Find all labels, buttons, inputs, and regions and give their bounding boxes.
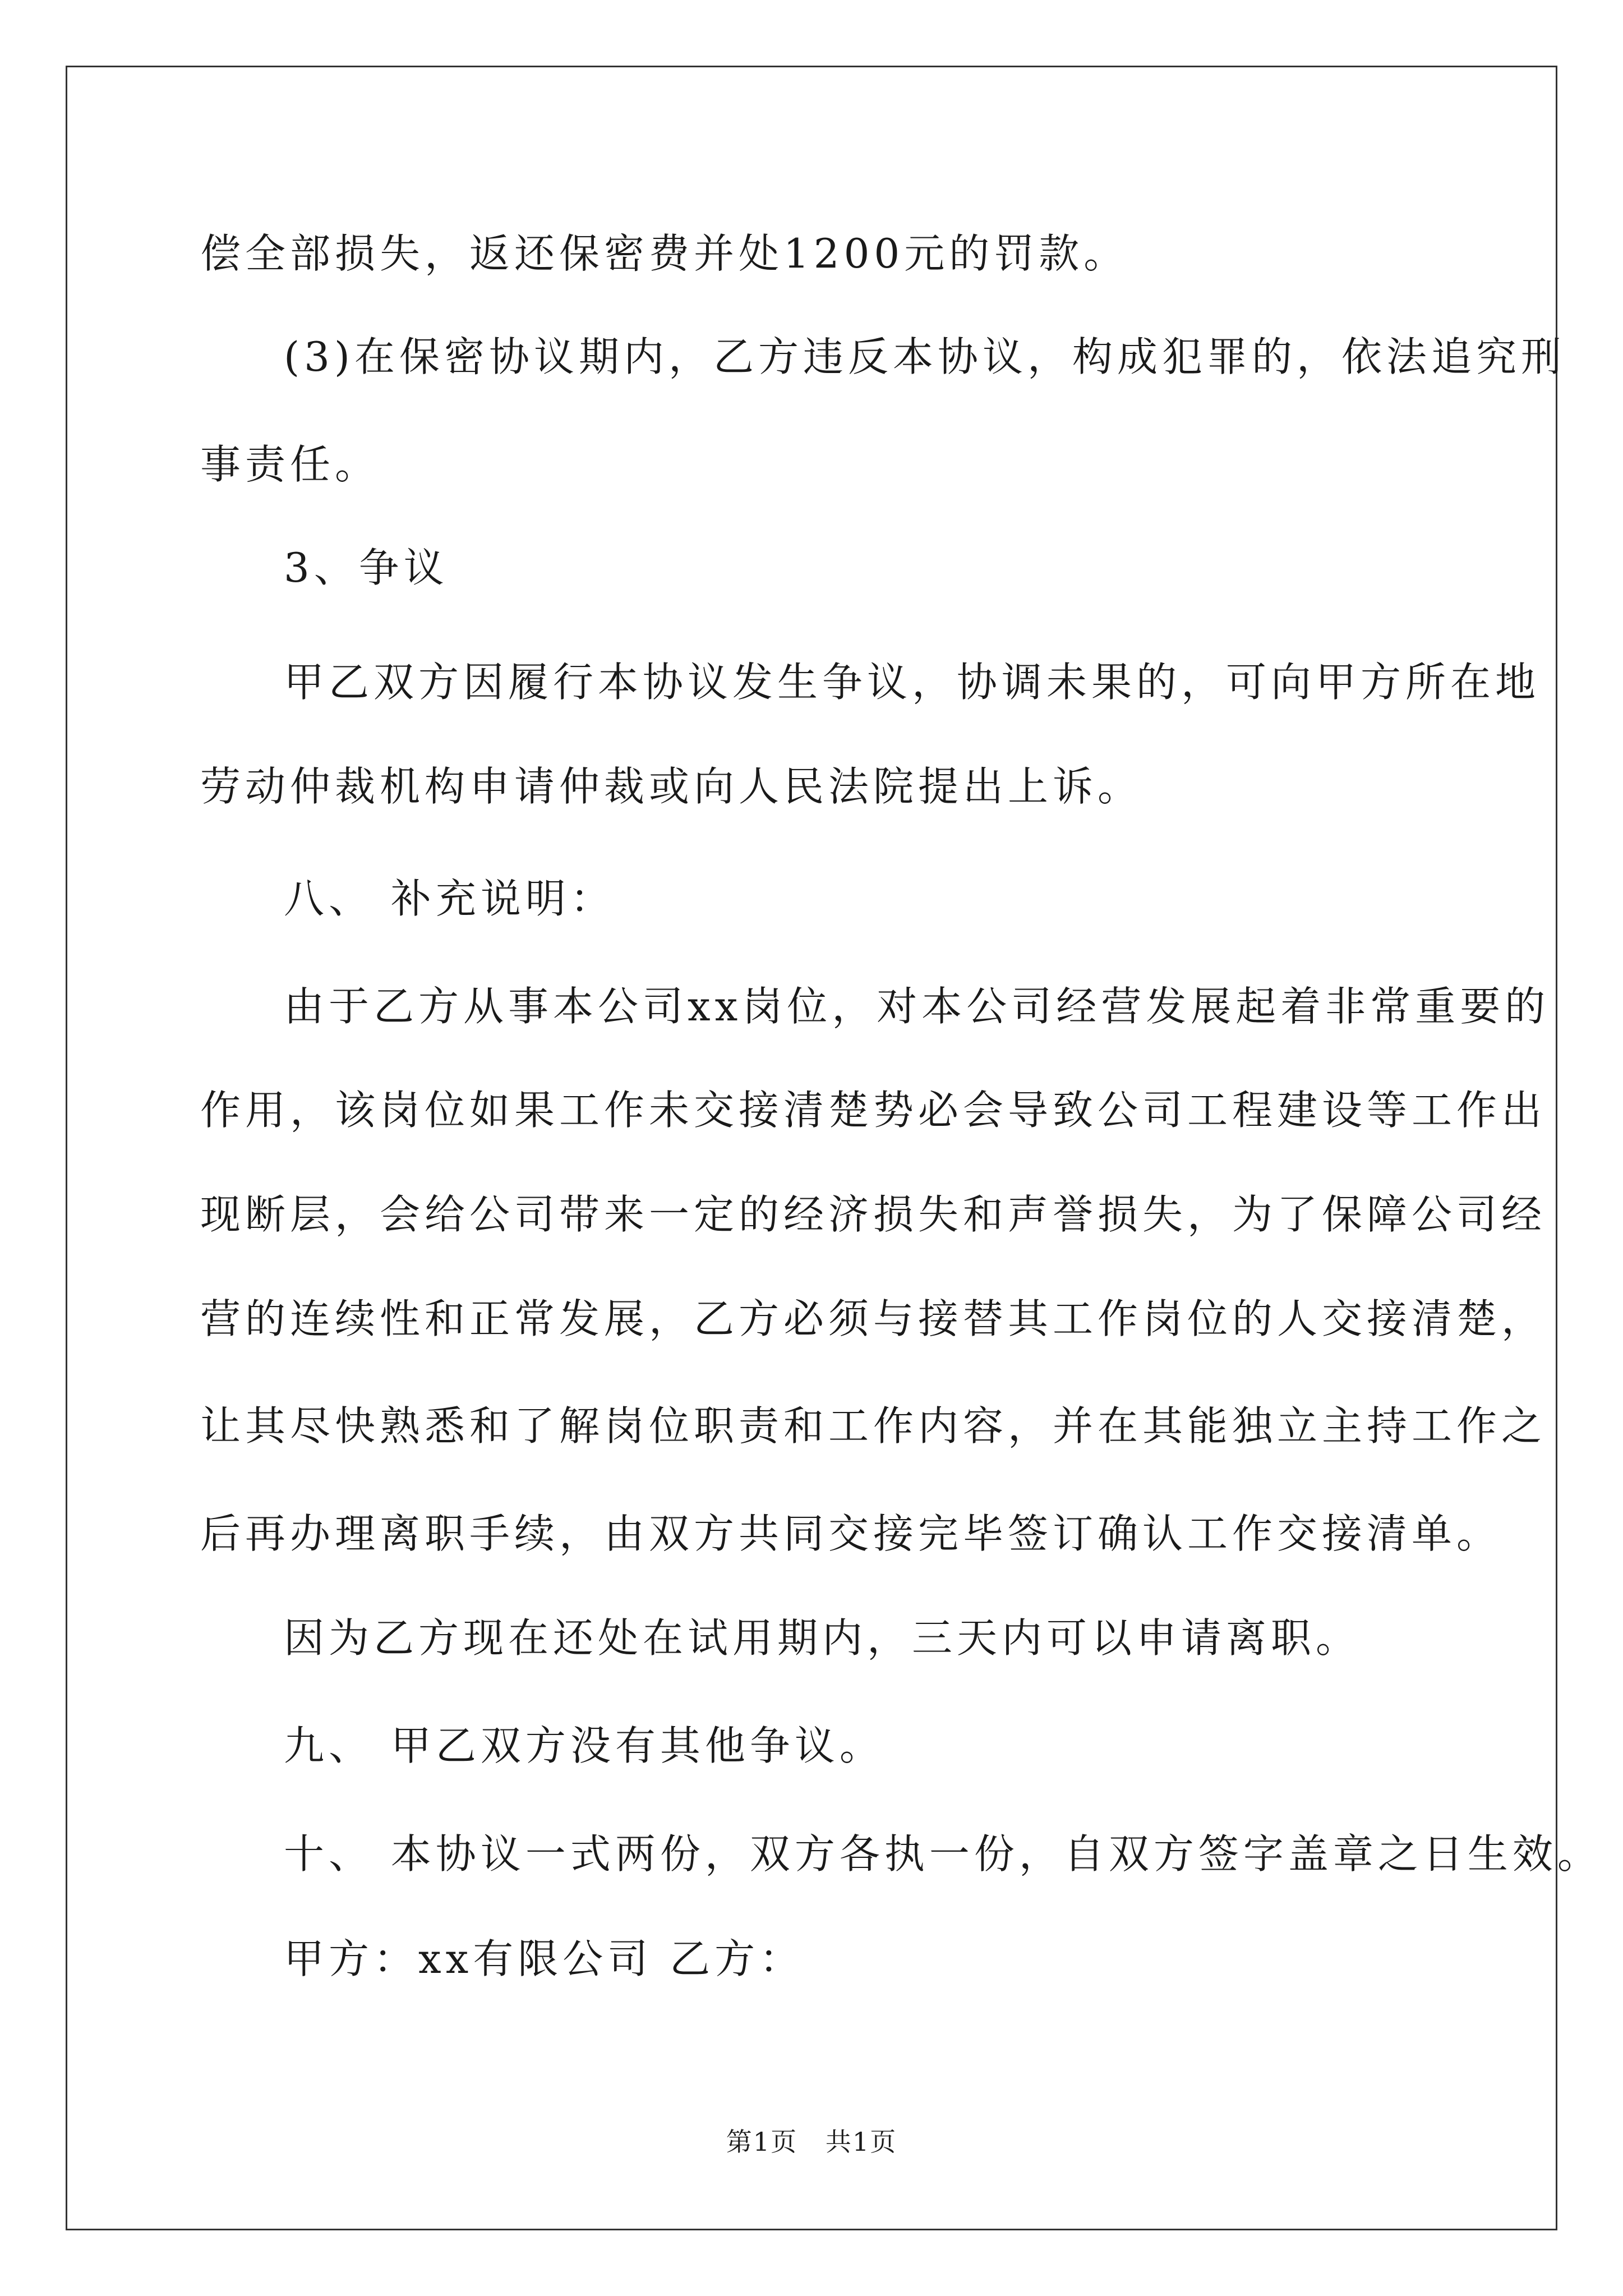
paragraph-line: 让其尽快熟悉和了解岗位职责和工作内容，并在其能独立主持工作之 <box>200 1402 1547 1450</box>
page-border <box>66 66 1557 2230</box>
page-footer: 第1页 共1页 <box>726 2127 897 2157</box>
paragraph-line: 后再办理离职手续，由双方共同交接完毕签订确认工作交接清单。 <box>200 1510 1502 1557</box>
paragraph-line: 偿全部损失，返还保密费并处1200元的罚款。 <box>200 230 1129 277</box>
paragraph-line: 劳动仲裁机构申请仲裁或向人民法院提出上诉。 <box>200 763 1143 810</box>
paragraph-line: 营的连续性和正常发展，乙方必须与接替其工作岗位的人交接清楚， <box>200 1295 1547 1342</box>
section-heading: 九、 甲乙双方没有其他争议。 <box>284 1722 884 1769</box>
section-heading: 十、 本协议一式两份，双方各执一份，自双方签字盖章之日生效。 <box>284 1830 1602 1878</box>
paragraph-line: 事责任。 <box>200 441 380 488</box>
paragraph-line: 甲乙双方因履行本协议发生争议，协调未果的，可向甲方所在地 <box>284 659 1541 706</box>
paragraph-line: 因为乙方现在还处在试用期内，三天内可以申请离职。 <box>284 1614 1361 1662</box>
paragraph-line: 作用，该岗位如果工作未交接清楚势必会导致公司工程建设等工作出 <box>200 1087 1547 1134</box>
section-heading: 3、争议 <box>284 544 449 591</box>
section-heading: 八、 补充说明： <box>284 875 615 922</box>
paragraph-line: (3)在保密协议期内，乙方违反本协议，构成犯罪的，依法追究刑 <box>284 333 1566 380</box>
paragraph-line: 现断层，会给公司带来一定的经济损失和声誉损失，为了保障公司经 <box>200 1191 1547 1238</box>
signature-line: 甲方：xx有限公司 乙方： <box>284 1935 805 1982</box>
paragraph-line: 由于乙方从事本公司xx岗位，对本公司经营发展起着非常重要的 <box>284 983 1550 1030</box>
